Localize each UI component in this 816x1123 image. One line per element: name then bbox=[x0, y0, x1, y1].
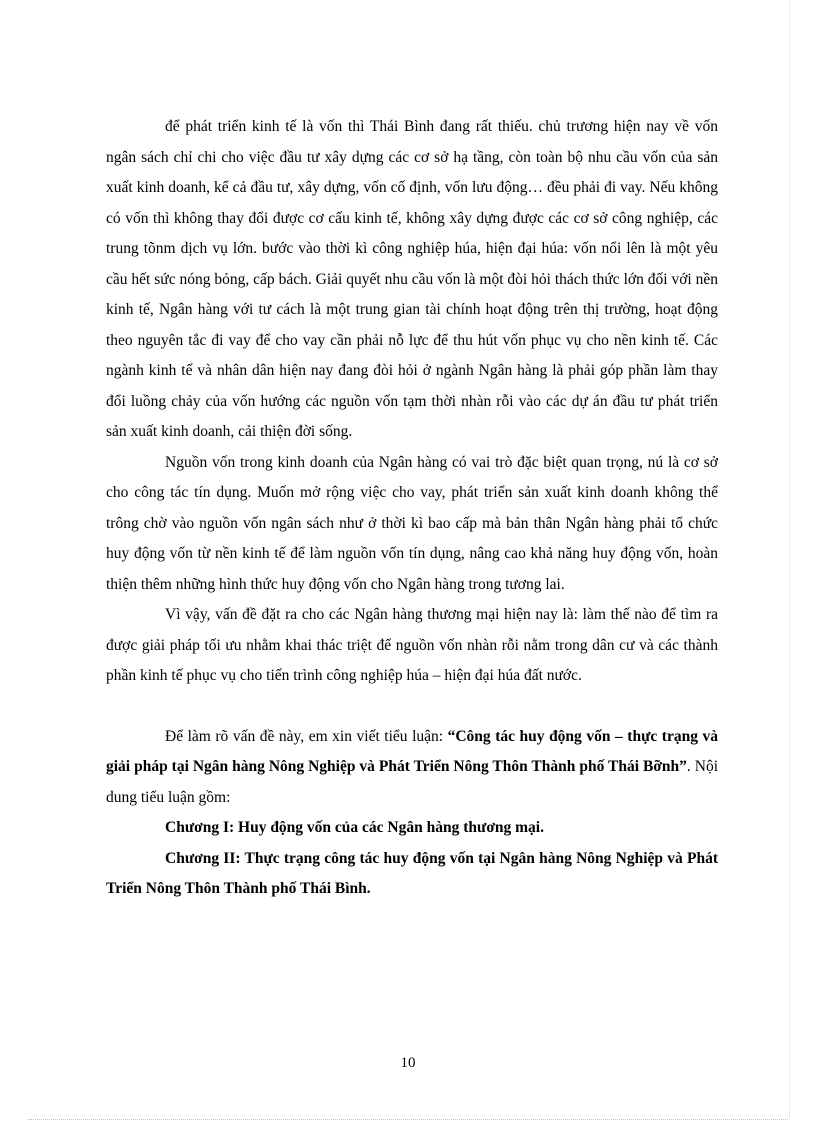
page-number: 10 bbox=[400, 1055, 416, 1071]
body-paragraph: để phát triển kinh tế là vốn thì Thái Bình đang rất thiếu. chủ trương hiện nay về vốn ngân sách chỉ chi cho việc đầu tư xây dựng các cơ sở hạ tầng, còn toàn bộ nhu cầu vốn của sản xuất kinh doanh, kể cả đầu tư, xây dựng, vốn cố định, vốn lưu động… đều phải đi vay. Nếu không có vốn thì không thay đổi được cơ cấu kinh tế, không xây dựng được các cơ sở công nghiệp, các trung tõnm dịch vụ lớn. bước vào thời kì công nghiệp húa, hiện đại húa: vốn nổi lên là một yêu cầu hết sức nóng bỏng, cấp bách. Giải quyết nhu cầu vốn là một đòi hỏi thách thức lớn đối với nền kinh tế, Ngân hàng với tư cách là một trung gian tài chính hoạt động trên thị trường, hoạt động theo nguyên tắc đi vay để cho vay cần phải nỗ lực để thu hút vốn phục vụ cho nền kinh tế. Các ngành kinh tế và nhân dân hiện nay đang đòi hỏi ở ngành Ngân hàng là phải góp phần làm thay đổi luồng chảy của vốn hướng các nguồn vốn tạm thời nhàn rỗi vào các dự án đầu tư phát triển sản xuất kinh doanh, cải thiện đời sống. bbox=[106, 118, 718, 440]
page-bottom-divider bbox=[28, 1119, 788, 1120]
body-paragraph: Vì vậy, vấn đề đặt ra cho các Ngân hàng thương mại hiện nay là: làm thế nào để tìm ra được giải pháp tối ưu nhằm khai thác triệt để nguồn vốn nhàn rỗi nằm trong dân cư và các thành phần kinh tế phục vụ cho tiến trình công nghiệp húa – hiện đại húa đất nước. bbox=[106, 606, 718, 684]
intro-tail: . Nội dung tiểu luận gồm: bbox=[106, 758, 718, 806]
paragraph-spacer bbox=[106, 692, 718, 722]
page-side-divider bbox=[789, 0, 790, 1119]
document-body bbox=[106, 112, 718, 905]
essay-title: “Công tác huy động vốn – thực trạng và giải pháp tại Ngân hàng Nông Nghiệp và Phát Triển Nông Thôn Thành phố Thái Bỡnh” bbox=[106, 727, 718, 775]
chapter-item: Chương II: Thực trạng công tác huy động vốn tại Ngân hàng Nông Nghiệp và Phát Triển Nông Thôn Thành phố Thái Bình. bbox=[106, 849, 718, 897]
intro-paragraph bbox=[106, 722, 718, 814]
intro-text: Để làm rõ vấn đề này, em xin viết tiểu luận: bbox=[165, 727, 448, 745]
body-paragraph: Nguồn vốn trong kinh doanh của Ngân hàng có vai trò đặc biệt quan trọng, nú là cơ sở cho công tác tín dụng. Muốn mở rộng việc cho vay, phát triển sản xuất kinh doanh không thể trông chờ vào nguồn vốn ngân sách như ở thời kì bao cấp mà bản thân Ngân hàng phải tổ chức huy động vốn từ nền kinh tế để làm nguồn vốn tín dụng, nâng cao khả năng huy động vốn, hoàn thiện thêm những hình thức huy động vốn cho Ngân hàng trong tương lai. bbox=[106, 453, 718, 593]
chapter-item: Chương I: Huy động vốn của các Ngân hàng thương mại. bbox=[165, 819, 544, 836]
